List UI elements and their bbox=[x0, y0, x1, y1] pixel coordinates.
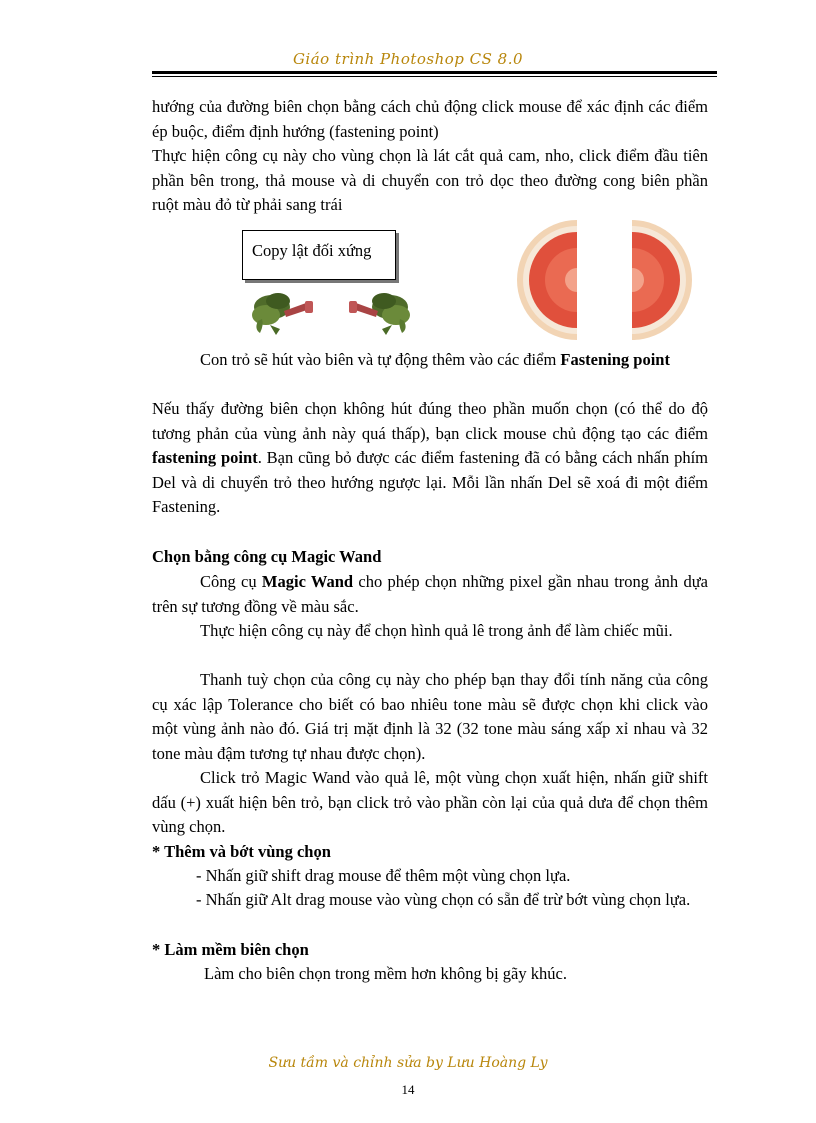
intro-paragraph-2: Thực hiện công cụ này cho vùng chọn là lát cắt quả cam, nho, click điểm đầu tiên phần bên trong, thả mouse và di chuyển con trỏ dọc theo đường cong biên phần ruột màu đỏ từ phải sang trái bbox=[152, 146, 708, 214]
feather-heading: * Làm mềm biên chọn bbox=[152, 940, 309, 959]
fastening-paragraph bbox=[152, 348, 708, 373]
magic-wand-paragraph-1 bbox=[152, 570, 708, 619]
footer-signature: Sưu tầm và chỉnh sửa by Lưu Hoàng Ly bbox=[268, 1055, 548, 1071]
fastening-detail-bold: fastening point bbox=[152, 448, 258, 467]
magic-wand-p1-b: cho phép chọn những pixel gần nhau trong ảnh dựa trên sự tương đồng về màu sắc. bbox=[152, 572, 708, 616]
page-number: 14 bbox=[401, 1082, 415, 1097]
add-remove-heading: * Thêm và bớt vùng chọn bbox=[152, 842, 331, 861]
magic-wand-heading: Chọn bằng công cụ Magic Wand bbox=[152, 547, 382, 566]
fastening-detail-b: . Bạn cũng bỏ được các điểm fastening đã có bằng cách nhấn phím Del và di chuyển trỏ theo hướng ngược lại. Mỗi lần nhấn Del sẽ xoá đi một điểm Fastening. bbox=[152, 448, 708, 516]
feather-paragraph: Làm cho biên chọn trong mềm hơn không bị gãy khúc. bbox=[204, 964, 567, 983]
add-remove-item-1: - Nhấn giữ shift drag mouse để thêm một vùng chọn lựa. bbox=[196, 866, 571, 885]
fastening-detail-paragraph bbox=[152, 397, 708, 520]
magic-wand-p1-a: Công cụ bbox=[200, 572, 262, 591]
header-rule-thin bbox=[152, 76, 717, 77]
fastening-bold: Fastening point bbox=[560, 350, 670, 369]
copy-mirror-label-box bbox=[242, 230, 396, 280]
grapefruit-half-right bbox=[632, 218, 694, 342]
intro-paragraph-1: hướng của đường biên chọn bằng cách chủ động click mouse để xác định các điểm ép buộc, điểm định hướng (fastening point) bbox=[152, 97, 708, 141]
fastening-text: Con trỏ sẽ hút vào biên và tự động thêm vào các điểm bbox=[200, 350, 557, 369]
magic-wand-paragraph-2: Thực hiện công cụ này để chọn hình quả lê trong ảnh để làm chiếc mũi. bbox=[200, 621, 673, 640]
magic-wand-p1-bold: Magic Wand bbox=[261, 572, 354, 591]
grapefruit-half-left bbox=[515, 218, 577, 342]
header-title: Giáo trình Photoshop CS 8.0 bbox=[292, 50, 524, 68]
copy-mirror-label: Copy lật đối xứng bbox=[252, 241, 372, 260]
magic-wand-paragraph-3: Thanh tuỳ chọn của công cụ này cho phép bạn thay đổi tính năng của công cụ xác lập Tolerance cho biết có bao nhiêu tone màu sẽ được chọn khi click vào một vùng ảnh nào đó. Giá trị mặt định là 32 (32 tone màu sáng xấp xỉ nhau và 32 tone màu đậm tương tự nhau được chọn). bbox=[152, 670, 708, 763]
vegetable-image-left bbox=[250, 285, 322, 337]
vegetable-image-right bbox=[340, 285, 412, 337]
add-remove-item-2: - Nhấn giữ Alt drag mouse vào vùng chọn có sẵn để trừ bớt vùng chọn lựa. bbox=[196, 890, 691, 909]
fastening-detail-a: Nếu thấy đường biên chọn không hút đúng theo phần muốn chọn (có thể do độ tương phản của vùng ảnh này quá thấp), bạn click mouse chủ động tạo các điểm bbox=[152, 399, 708, 443]
magic-wand-paragraph-4: Click trỏ Magic Wand vào quả lê, một vùng chọn xuất hiện, nhấn giữ shift dấu (+) xuất hiện bên trỏ, bạn click trỏ vào phần còn lại của quả dưa để chọn thêm vùng chọn. bbox=[152, 768, 708, 836]
header-rule bbox=[152, 71, 717, 74]
